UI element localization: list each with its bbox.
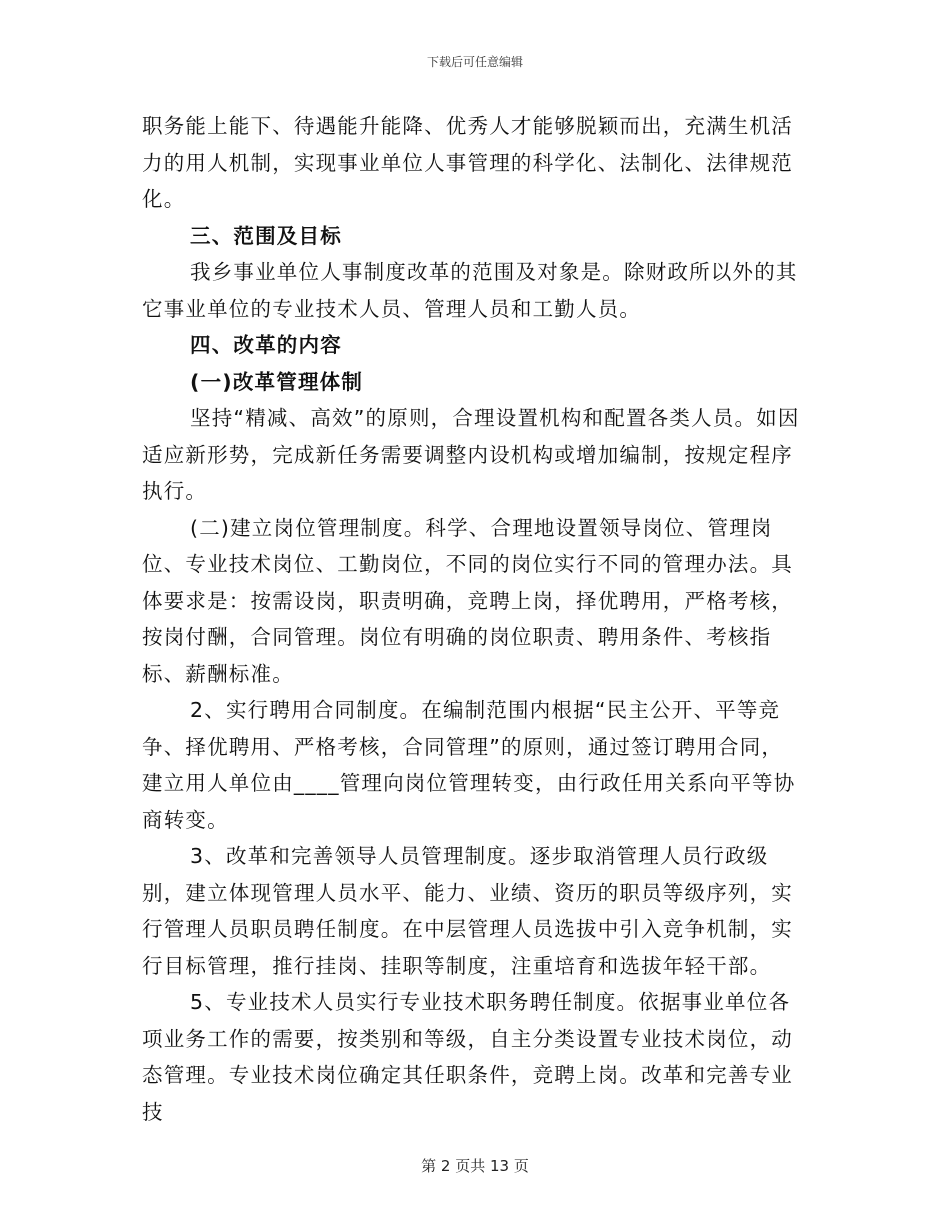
page-footer: 第 2 页共 13 页 <box>421 1157 529 1175</box>
paragraph-technical: 5、专业技术人员实行专业技术职务聘任制度。依据事业单位各项业务工作的需要，按类别和等级，自主分类设置专业技术岗位，动态管理。专业技术岗位确定其任职条件，竞聘上岗。改革和完善专业技 <box>142 990 793 1124</box>
paragraph-scope: 我乡事业单位人事制度改革的范围及对象是。除财政所以外的其它事业单位的专业技术人员、管理人员和工勤人员。 <box>142 260 798 321</box>
document-body <box>142 108 802 1130</box>
section-heading-3: 三、范围及目标 <box>190 223 342 248</box>
paragraph-principle: 坚持“精减、高效”的原则，合理设置机构和配置各类人员。如因适应新形势，完成新任务需要调整内设机构或增加编制，按规定程序执行。 <box>142 406 800 503</box>
paragraph-1: 职务能上能下、待遇能升能降、优秀人才能够脱颖而出，充满生机活力的用人机制，实现事业单位人事管理的科学化、法制化、法律规范化。 <box>142 114 793 211</box>
page-header: 下载后可任意编辑 <box>426 55 523 69</box>
subsection-heading-1: (一)改革管理体制 <box>190 369 364 394</box>
paragraph-leadership: 3、改革和完善领导人员管理制度。逐步取消管理人员行政级别，建立体现管理人员水平、能力、业绩、资历的职员等级序列，实行管理人员职员聘任制度。在中层管理人员选拔中引入竞争机制，实行目标管理，推行挂岗、挂职等制度，注重培育和选拔年轻干部。 <box>142 844 793 978</box>
paragraph-contract: 2、实行聘用合同制度。在编制范围内根据“民主公开、平等竞争、择优聘用、严格考核，合同管理”的原则，通过签订聘用合同，建立用人单位由____管理向岗位管理转变，由行政任用关系向平等协商转变。 <box>142 698 796 832</box>
section-heading-4: 四、改革的内容 <box>190 333 342 357</box>
paragraph-post-management: (二)建立岗位管理制度。科学、合理地设置领导岗位、管理岗位、专业技术岗位、工勤岗位，不同的岗位实行不同的管理办法。具体要求是：按需设岗，职责明确，竞聘上岗，择优聘用，严格考核，按岗付酬，合同管理。岗位有明确的岗位职责、聘用条件、考核指标、薪酬标准。 <box>142 515 793 686</box>
